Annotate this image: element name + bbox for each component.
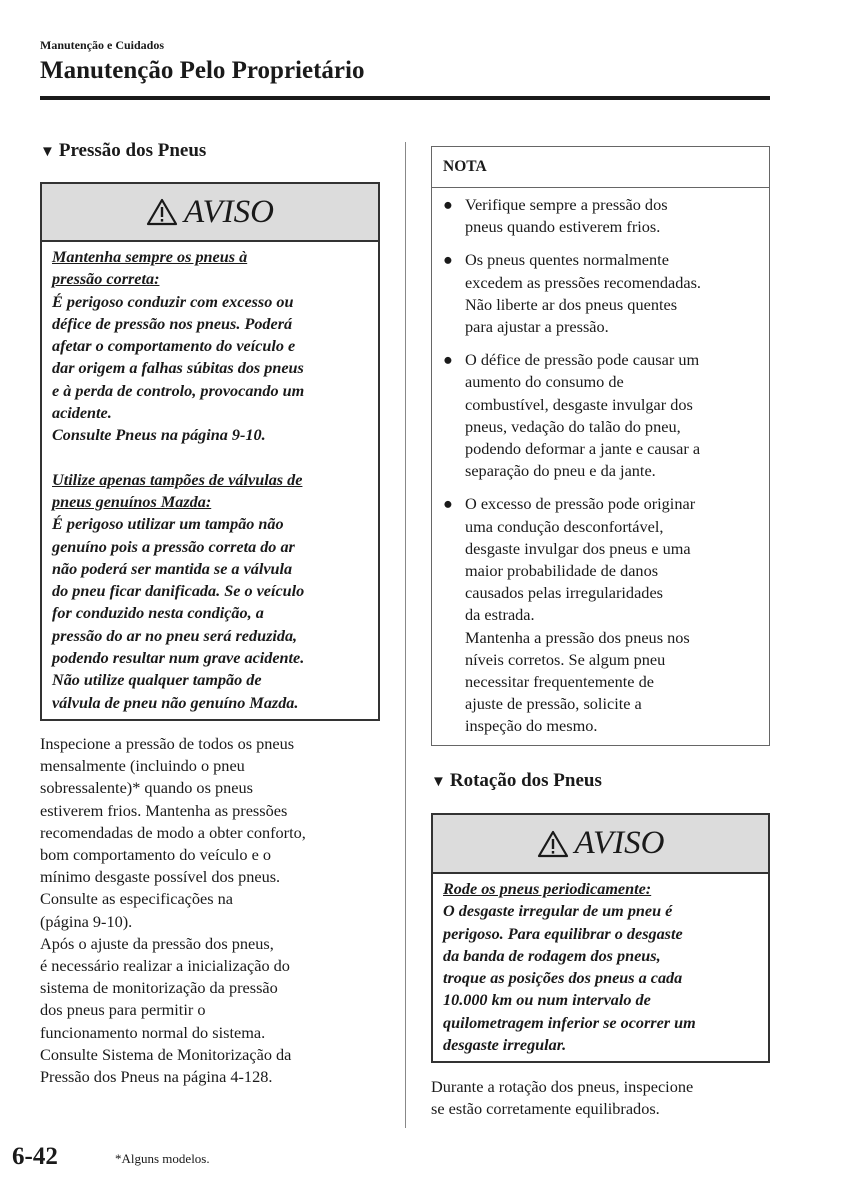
warning-title: AVISO	[184, 193, 274, 230]
column-divider	[405, 142, 406, 1128]
body-line: Após o ajuste da pressão dos pneus,	[40, 933, 274, 953]
warning-item-heading: pneus genuínos Mazda:	[52, 492, 212, 511]
warning-line: dar origem a falhas súbitas dos pneus	[52, 359, 304, 378]
warning-title: AVISO	[574, 825, 665, 861]
bullet-icon: ●	[443, 350, 453, 370]
warning-body	[42, 242, 378, 720]
section-title-text: Rotação dos Pneus	[449, 770, 602, 791]
section-title-text: Pressão dos Pneus	[58, 140, 207, 161]
warning-line: for conduzido nesta condição, a	[52, 604, 264, 623]
warning-body	[433, 874, 768, 1062]
warning-line: desgaste irregular.	[443, 1036, 567, 1055]
body-line: dos pneus para permitir o	[40, 1000, 206, 1020]
page-title: Manutenção Pelo Proprietário	[40, 57, 365, 84]
body-line: sistema de monitorização da pressão	[40, 978, 278, 998]
warning-line: quilometragem inferior se ocorrer um	[443, 1013, 696, 1032]
note-line: excedem as pressões recomendadas.	[465, 272, 701, 292]
warning-line: perigoso. Para equilibrar o desgaste	[443, 924, 683, 943]
warning-line: válvula de pneu não genuíno Mazda.	[52, 693, 299, 712]
warning-triangle-icon	[537, 830, 569, 858]
warning-line: O desgaste irregular de um pneu é	[443, 902, 673, 921]
warning-line: da banda de rodagem dos pneus,	[443, 946, 661, 965]
note-line: necessitar frequentemente de	[465, 672, 654, 692]
bullet-icon: ●	[443, 195, 453, 214]
note-item	[443, 493, 763, 737]
note-line: Os pneus quentes normalmente	[465, 250, 669, 270]
breadcrumb: Manutenção e Cuidados	[40, 38, 165, 52]
note-line: pneus quando estiverem frios.	[465, 217, 661, 237]
note-line: combustível, desgaste invulgar dos	[465, 394, 693, 414]
warning-line: troque as posições dos pneus a cada	[443, 969, 683, 988]
warning-line: genuíno pois a pressão correta do ar	[52, 537, 295, 556]
triangle-bullet-icon: ▼	[431, 774, 446, 790]
warning-item-heading: pressão correta:	[52, 270, 160, 289]
note-line: Não liberte ar dos pneus quentes	[465, 294, 678, 314]
body-line: se estão corretamente equilibrados.	[431, 1099, 660, 1119]
note-line: pneus, vedação do talão do pneu,	[465, 416, 681, 436]
note-line: ajuste de pressão, solicite a	[465, 694, 642, 714]
note-line: maior probabilidade de danos	[465, 561, 659, 581]
body-line: Inspecione a pressão de todos os pneus	[40, 734, 295, 753]
note-item	[443, 349, 763, 482]
note-line: da estrada.	[465, 605, 535, 625]
page-number: 6-42	[12, 1143, 58, 1170]
body-line: Durante a rotação dos pneus, inspecione	[431, 1077, 694, 1096]
body-line: funcionamento normal do sistema.	[40, 1022, 266, 1042]
note-line: O excesso de pressão pode originar	[465, 494, 696, 514]
warning-line: 10.000 km ou num intervalo de	[443, 991, 651, 1010]
warning-line: e à perda de controlo, provocando um	[52, 381, 305, 400]
triangle-bullet-icon: ▼	[40, 144, 55, 160]
body-paragraph-tire-rotation	[431, 1076, 776, 1120]
title-rule	[40, 96, 770, 100]
note-line: Verifique sempre a pressão dos	[465, 195, 668, 214]
warning-line: É perigoso utilizar um tampão não	[52, 515, 284, 534]
note-item	[443, 194, 763, 238]
body-line: Consulte Sistema de Monitorização da	[40, 1044, 292, 1064]
warning-line: podendo resultar num grave acidente.	[52, 649, 305, 668]
body-line: bom comportamento do veículo e o	[40, 845, 272, 865]
note-line: uma condução desconfortável,	[465, 516, 664, 536]
note-line: podendo deformar a jante e causar a	[465, 439, 701, 459]
section-title-tire-rotation	[431, 770, 602, 792]
warning-box-tire-rotation	[431, 813, 770, 1063]
warning-item-heading: Mantenha sempre os pneus à	[52, 248, 248, 266]
note-line: O défice de pressão pode causar um	[465, 350, 700, 370]
note-title: NOTA	[432, 147, 769, 188]
warning-line: acidente.	[52, 404, 112, 423]
warning-line: do pneu ficar danificada. Se o veículo	[52, 582, 305, 601]
warning-line: Não utilize qualquer tampão de	[52, 671, 262, 690]
body-line: recomendadas de modo a obter conforto,	[40, 822, 306, 842]
body-line: (página 9-10).	[40, 911, 133, 931]
note-line: aumento do consumo de	[465, 372, 624, 392]
note-line: causados pelas irregularidades	[465, 583, 664, 603]
body-line: mínimo desgaste possível dos pneus.	[40, 867, 281, 887]
footnote: *Alguns modelos.	[115, 1151, 210, 1166]
bullet-icon: ●	[443, 494, 453, 514]
body-paragraph-tire-pressure	[40, 733, 385, 1088]
note-line: inspeção do mesmo.	[465, 716, 598, 736]
note-line: Mantenha a pressão dos pneus nos	[465, 627, 690, 647]
warning-box-tire-pressure	[40, 182, 380, 721]
body-line: Pressão dos Pneus na página 4-128.	[40, 1067, 273, 1087]
body-line: Consulte as especificações na	[40, 889, 234, 909]
note-line: desgaste invulgar dos pneus e uma	[465, 538, 691, 558]
warning-line: afetar o comportamento do veículo e	[52, 337, 296, 356]
warning-line: défice de pressão nos pneus. Poderá	[52, 314, 293, 333]
note-line: níveis corretos. Se algum pneu	[465, 649, 666, 669]
warning-line: É perigoso conduzir com excesso ou	[52, 292, 294, 311]
warning-triangle-icon	[146, 198, 178, 226]
body-line: mensalmente (incluindo o pneu	[40, 756, 245, 776]
note-line: para ajustar a pressão.	[465, 317, 609, 337]
body-line: é necessário realizar a inicialização do	[40, 956, 290, 976]
warning-header	[433, 815, 768, 874]
note-box	[431, 146, 770, 746]
warning-line: não poderá ser mantida se a válvula	[52, 559, 293, 578]
bullet-icon: ●	[443, 250, 453, 270]
warning-header	[42, 184, 378, 242]
warning-line: pressão do ar no pneu será reduzida,	[52, 626, 298, 645]
body-line: estiverem frios. Mantenha as pressões	[40, 800, 288, 820]
warning-item-heading: Utilize apenas tampões de válvulas de	[52, 470, 303, 489]
note-list	[432, 188, 769, 738]
section-title-tire-pressure	[40, 140, 206, 162]
body-line: sobressalente)* quando os pneus	[40, 778, 253, 798]
note-item	[443, 249, 763, 338]
warning-item-heading: Rode os pneus periodicamente:	[443, 880, 652, 898]
warning-line: Consulte Pneus na página 9-10.	[52, 426, 266, 445]
note-line: separação do pneu e da jante.	[465, 461, 656, 481]
